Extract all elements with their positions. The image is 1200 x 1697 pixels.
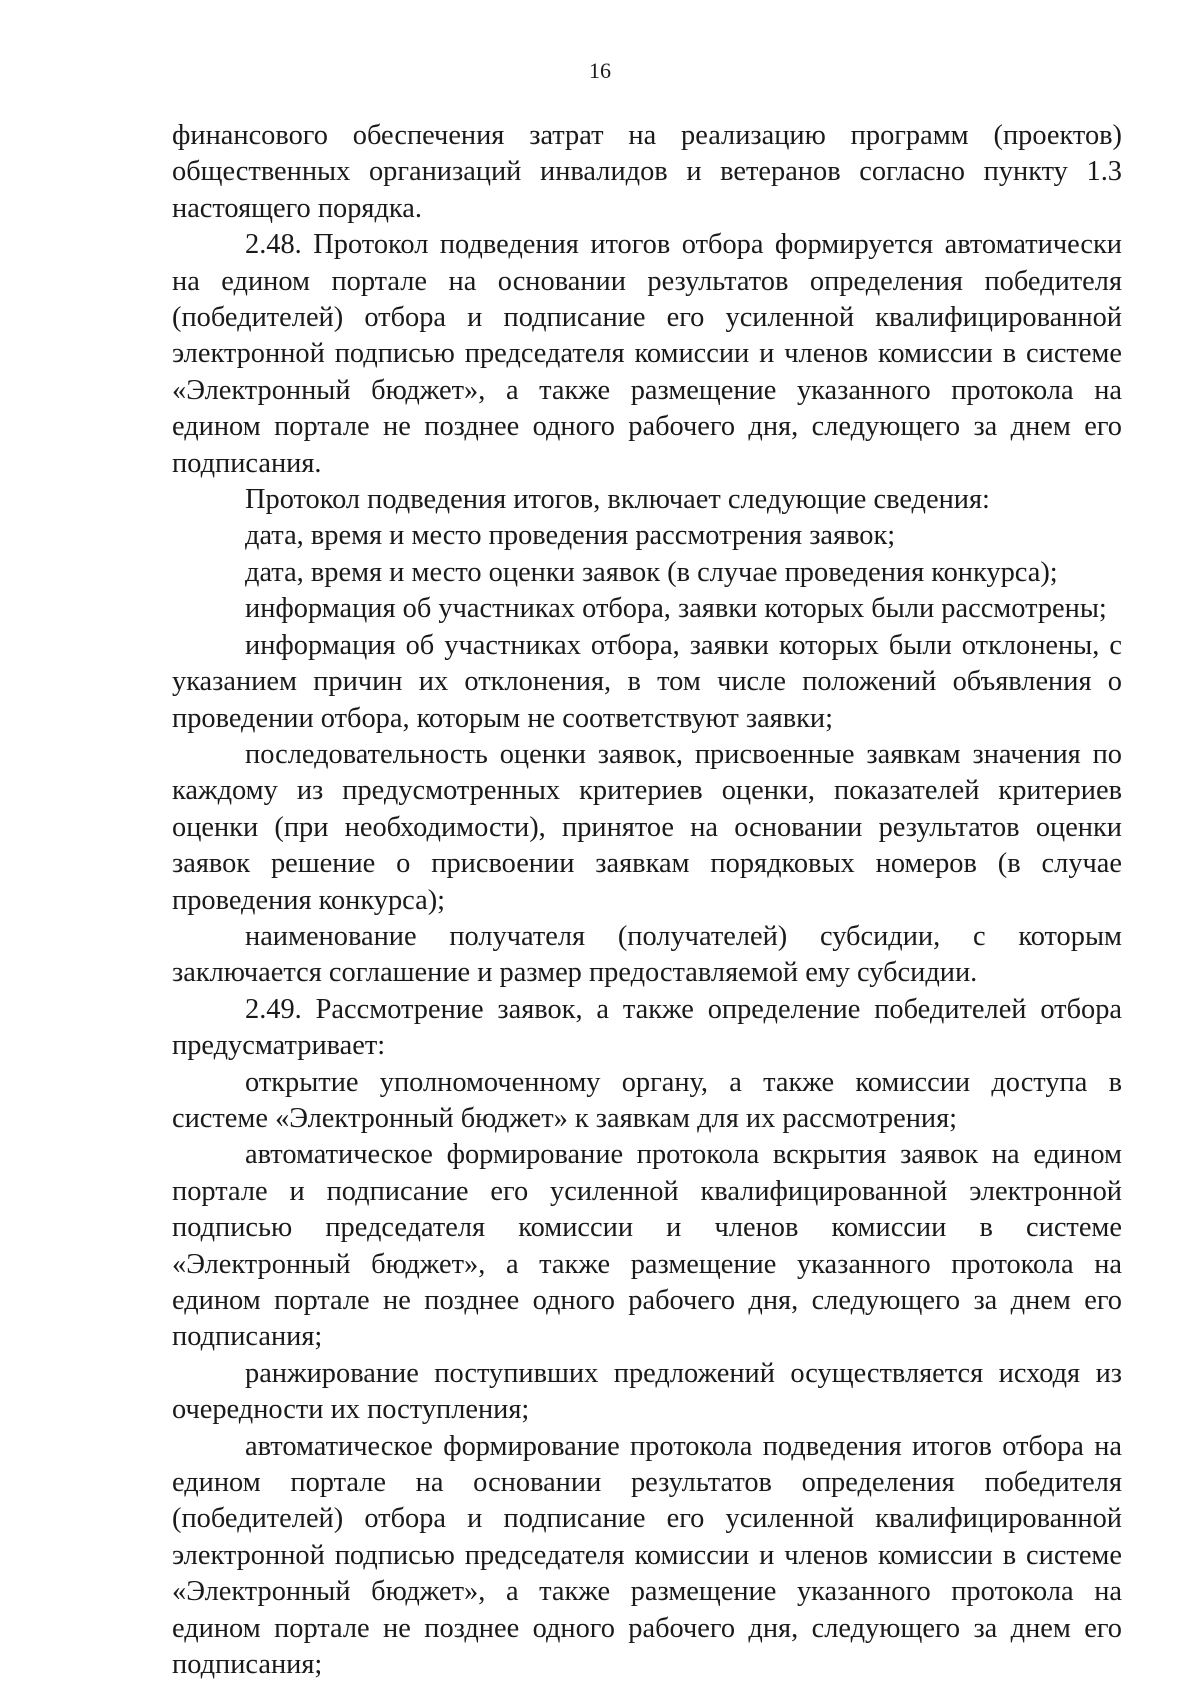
list-item: дата, время и место оценки заявок (в случае проведения конкурса); — [245, 556, 1058, 588]
list-item: информация об участниках отбора, заявки которых были отклонены, с указанием причин их отклонения, в том числе положений объявления о проведении отбора, которым не соответствуют заявки; — [172, 629, 1122, 734]
paragraph: финансового обеспечения затрат на реализацию программ (проектов) общественных организаций инвалидов и ветеранов согласно пункту 1.3 настоящего порядка. — [172, 120, 1122, 224]
paragraph-2-48: 2.48. Протокол подведения итогов отбора формируется автоматически на едином портале на основании результатов определения победителя (победителей) отбора и подписание его усиленной квалифицированной электронной подписью председателя комиссии и членов комиссии в системе «Электронный бюджет», а также размещение указанного протокола на едином портале не позднее одного рабочего дня, следующего за днем его подписания. — [172, 229, 1122, 479]
list-item: ранжирование поступивших предложений осуществляется исходя из очередности их поступления; — [172, 1357, 1122, 1426]
list-item: наименование получателя (получателей) субсидии, с которым заключается соглашение и размер предоставляемой ему субсидии. — [172, 920, 1122, 989]
list-item: открытие уполномоченному органу, а также комиссии доступа в системе «Электронный бюджет» к заявкам для их рассмотрения; — [172, 1066, 1122, 1134]
paragraph: Протокол подведения итогов, включает следующие сведения: — [245, 484, 990, 516]
page-number: 16 — [589, 58, 611, 83]
paragraph-2-49: 2.49. Рассмотрение заявок, а также определение победителей отбора предусматривает: — [172, 993, 1122, 1062]
list-item: информация об участниках отбора, заявки которых были рассмотрены; — [245, 593, 1107, 625]
list-item: автоматическое формирование протокола вскрытия заявок на едином портале и подписание его усиленной квалифицированной электронной подписью председателя комиссии и членов комиссии в системе «Электронный бюджет», а также размещение указанного протокола на едином портале не позднее одного рабочего дня, следующего за днем его подписания; — [172, 1139, 1122, 1353]
document-body — [172, 118, 1122, 1683]
list-item: последовательность оценки заявок, присвоенные заявкам значения по каждому из предусмотренных критериев оценки, показателей критериев оценки (при необходимости), принятое на основании результатов оценки заявок решение о присвоении заявкам порядковых номеров (в случае проведения конкурса); — [172, 738, 1122, 916]
list-item: автоматическое формирование протокола подведения итогов отбора на едином портале на основании результатов определения победителя (победителей) отбора и подписание его усиленной квалифицированной электронной подписью председателя комиссии и членов комиссии в системе «Электронный бюджет», а также размещение указанного протокола на едином портале не позднее одного рабочего дня, следующего за днем его подписания; — [172, 1430, 1122, 1681]
list-item: дата, время и место проведения рассмотрения заявок; — [245, 520, 896, 552]
